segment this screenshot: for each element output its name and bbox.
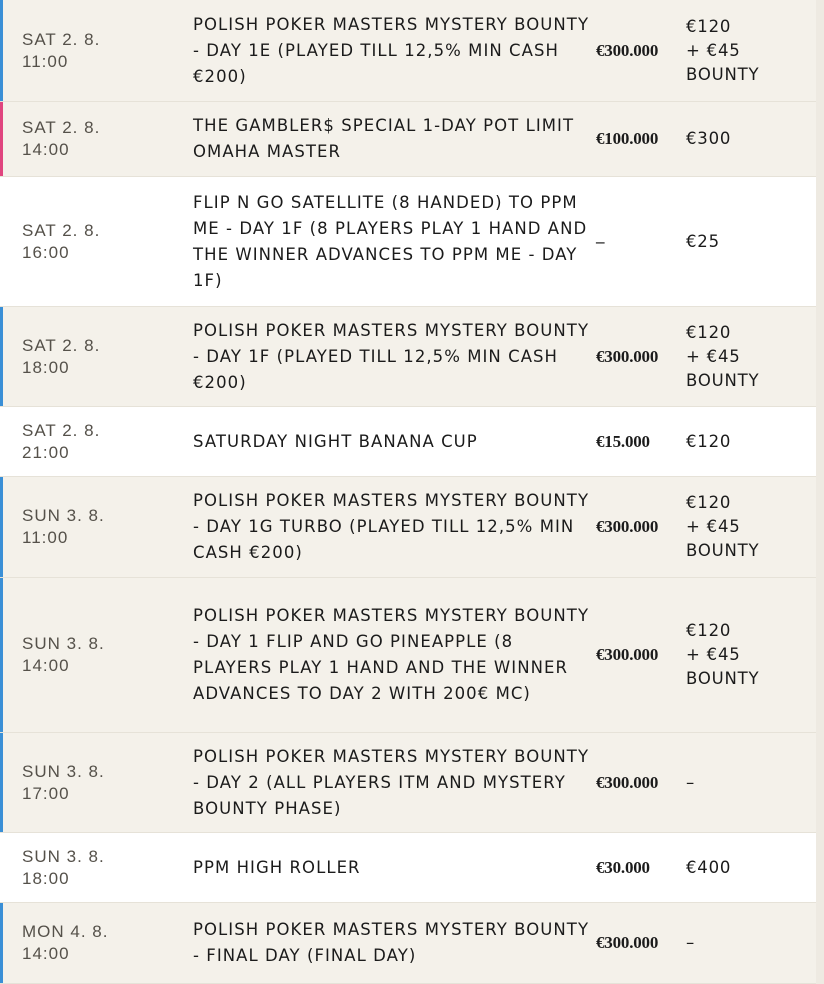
event-time: 14:00	[22, 944, 70, 963]
row-accent-bar	[0, 903, 3, 983]
event-datetime	[22, 578, 172, 732]
event-name[interactable]: POLISH POKER MASTERS MYSTERY BOUNTY - DAY 1 FLIP AND GO PINEAPPLE (8 PLAYERS PLAY 1 HAND AND THE WINNER ADVANCES TO DAY 2 WITH 200€ MC)	[193, 606, 590, 703]
event-name[interactable]: POLISH POKER MASTERS MYSTERY BOUNTY - FINAL DAY (FINAL DAY)	[193, 920, 590, 965]
event-date: SAT 2. 8.	[22, 118, 101, 137]
event-time: 11:00	[22, 51, 69, 71]
event-buy-in: €25	[686, 231, 720, 251]
event-name[interactable]: PPM HIGH ROLLER	[193, 857, 361, 877]
table-row[interactable]	[0, 833, 816, 903]
event-buy-in: €400	[686, 857, 732, 877]
event-buy-in: –	[686, 933, 696, 952]
event-prize-pool: €300.000	[596, 772, 659, 792]
scrollbar-track[interactable]	[816, 0, 824, 984]
event-date: SAT 2. 8.	[22, 420, 101, 440]
event-date: SUN 3. 8.	[22, 846, 105, 866]
event-name[interactable]: POLISH POKER MASTERS MYSTERY BOUNTY - DAY 2 (ALL PLAYERS ITM AND MYSTERY BOUNTY PHASE)	[193, 746, 590, 818]
row-accent-bar	[0, 578, 3, 732]
event-date: SAT 2. 8.	[22, 29, 101, 49]
event-prize-pool: €300.000	[596, 40, 659, 60]
event-date: MON 4. 8.	[22, 922, 109, 941]
table-row[interactable]	[0, 578, 816, 733]
event-date: SUN 3. 8.	[22, 634, 105, 653]
table-row[interactable]	[0, 903, 816, 984]
event-prize-pool: €15.000	[596, 431, 650, 451]
event-time: 21:00	[22, 442, 70, 462]
event-time: 14:00	[22, 140, 70, 159]
event-time: 16:00	[22, 242, 70, 262]
event-date: SAT 2. 8.	[22, 335, 101, 355]
event-buy-in: €120	[686, 431, 732, 451]
event-name[interactable]: SATURDAY NIGHT BANANA CUP	[193, 431, 478, 451]
event-datetime	[22, 307, 172, 406]
event-prize-pool: €100.000	[596, 129, 659, 148]
event-buy-in: €300	[686, 129, 732, 148]
event-datetime	[22, 0, 172, 101]
event-date: SAT 2. 8.	[22, 220, 101, 240]
event-prize-pool: €300.000	[596, 346, 659, 366]
event-buy-in: €120 + €45 BOUNTY	[686, 16, 760, 84]
event-datetime	[22, 833, 172, 902]
event-time: 11:00	[22, 528, 69, 547]
row-accent-bar	[0, 733, 3, 832]
event-prize-pool: €300.000	[596, 645, 659, 664]
event-buy-in: €120 + €45 BOUNTY	[686, 322, 760, 390]
table-row[interactable]	[0, 307, 816, 407]
event-date: SUN 3. 8.	[22, 506, 105, 525]
event-time: 18:00	[22, 357, 70, 377]
event-name[interactable]: POLISH POKER MASTERS MYSTERY BOUNTY - DAY 1G TURBO (PLAYED TILL 12,5% MIN CASH €200)	[193, 491, 590, 562]
row-accent-bar	[0, 0, 3, 101]
table-row[interactable]	[0, 0, 816, 102]
event-prize-pool: €30.000	[596, 857, 650, 877]
table-row[interactable]	[0, 102, 816, 177]
event-datetime	[22, 733, 172, 832]
event-time: 17:00	[22, 783, 70, 803]
event-name[interactable]: POLISH POKER MASTERS MYSTERY BOUNTY - DAY 1F (PLAYED TILL 12,5% MIN CASH €200)	[193, 320, 590, 392]
row-accent-bar	[0, 102, 3, 176]
event-name[interactable]: THE GAMBLER$ SPECIAL 1-DAY POT LIMIT OMAHA MASTER	[193, 116, 575, 161]
event-datetime	[22, 102, 172, 176]
table-row[interactable]	[0, 733, 816, 833]
table-row[interactable]	[0, 177, 816, 307]
event-buy-in: €120 + €45 BOUNTY	[686, 621, 760, 688]
event-date: SUN 3. 8.	[22, 761, 105, 781]
event-prize-pool: –	[596, 231, 605, 251]
table-row[interactable]	[0, 407, 816, 477]
event-name[interactable]: POLISH POKER MASTERS MYSTERY BOUNTY - DAY 1E (PLAYED TILL 12,5% MIN CASH €200)	[193, 14, 590, 86]
event-datetime	[22, 407, 172, 476]
event-buy-in: €120 + €45 BOUNTY	[686, 493, 760, 560]
table-row[interactable]	[0, 477, 816, 578]
event-datetime	[22, 177, 172, 306]
row-accent-bar	[0, 307, 3, 406]
event-time: 14:00	[22, 656, 70, 675]
row-accent-bar	[0, 477, 3, 577]
event-buy-in: –	[686, 772, 696, 792]
event-datetime	[22, 903, 172, 983]
event-datetime	[22, 477, 172, 577]
event-time: 18:00	[22, 868, 70, 888]
event-name[interactable]: FLIP N GO SATELLITE (8 HANDED) TO PPM ME - DAY 1F (8 PLAYERS PLAY 1 HAND AND THE WINNER ADVANCES TO PPM ME - DAY 1F)	[193, 192, 588, 290]
event-prize-pool: €300.000	[596, 517, 659, 536]
event-prize-pool: €300.000	[596, 933, 659, 952]
